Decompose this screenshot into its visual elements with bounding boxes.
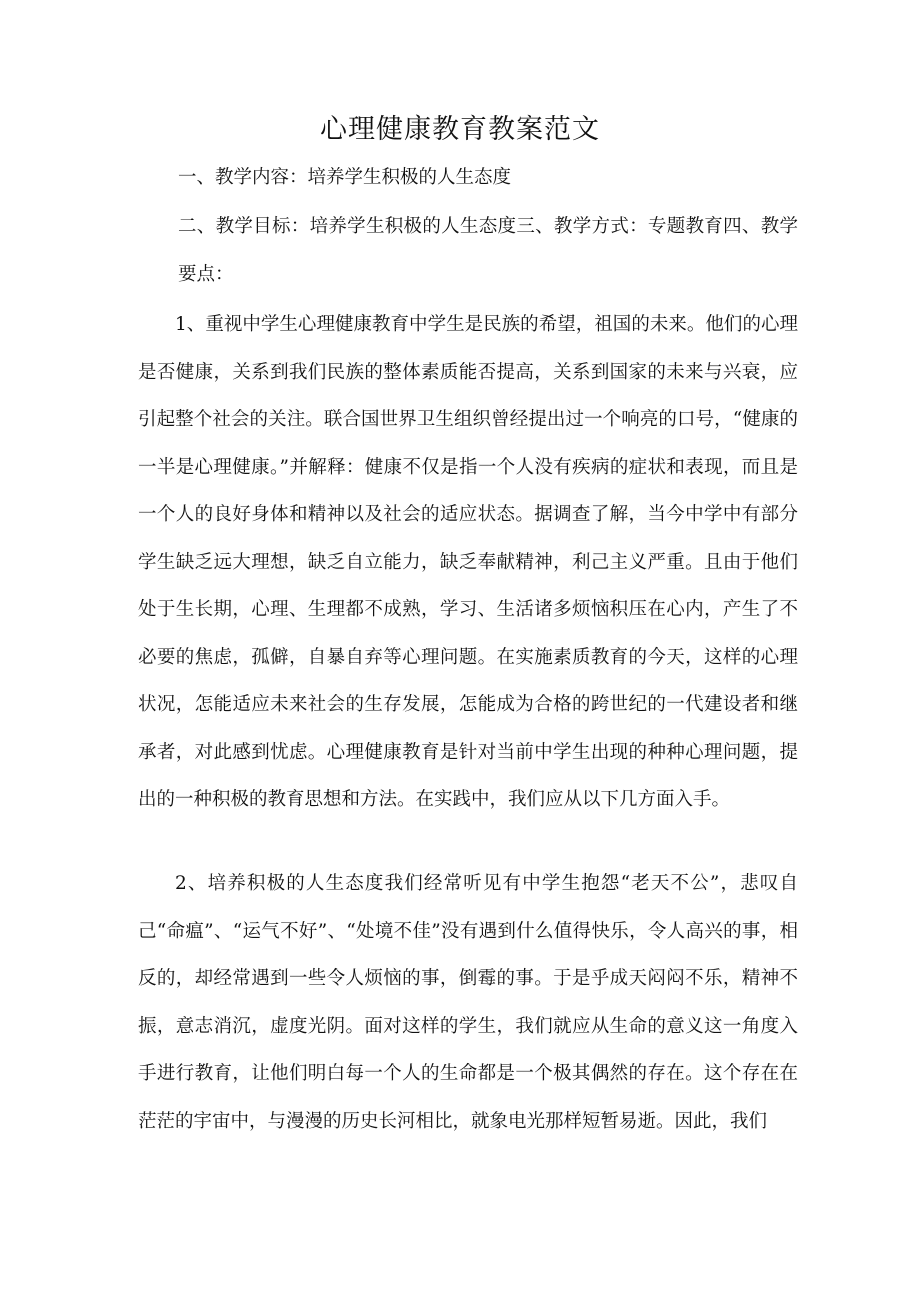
paragraph-point-1: 1、重视中学生心理健康教育中学生是民族的希望，祖国的未来。他们的心理是否健康，关系到我们民族的整体素质能否提高，关系到国家的未来与兴衰，应引起整个社会的关注。联合国世界卫生组织曾经提出过一个响亮的口号，“健康的一半是心理健康。”并解释：健康不仅是指一个人没有疾病的症状和表现，而且是一个人的良好身体和精神以及社会的适应状态。据调查了解，当今中学中有部分学生缺乏远大理想，缺乏自立能力，缺乏奉献精神，利己主义严重。且由于他们处于生长期，心理、生理都不成熟，学习、生活诸多烦恼积压在心内，产生了不必要的焦虑，孤僻，自暴自弃等心理问题。在实施素质教育的今天，这样的心理状况，怎能适应未来社会的生存发展，怎能成为合格的跨世纪的一代建设者和继承者，对此感到忧虑。心理健康教育是针对当前中学生出现的种种心理问题，提出的一种积极的教育思想和方法。在实践中，我们应从以下几方面入手。 bbox=[138, 314, 798, 810]
paragraph-point-2: 2、培养积极的人生态度我们经常听见有中学生抱怨“老天不公”，悲叹自己“命瘟”、“运气不好”、“处境不佳”没有遇到什么值得快乐，令人高兴的事，相反的，却经常遇到一些令人烦恼的事，倒霉的事。于是乎成天闷闷不乐，精神不振，意志消沉，虚度光阴。面对这样的学生，我们就应从生命的意义这一角度入手进行教育，让他们明白每一个人的生命都是一个极其偶然的存在。这个存在在茫茫的宇宙中，与漫漫的历史长河相比，就象电光那样短暂易逝。因此，我们 bbox=[138, 873, 798, 1132]
document-title: 心理健康教育教案范文 bbox=[320, 114, 600, 145]
paragraph-teaching-content: 一、教学内容：培养学生积极的人生态度 bbox=[178, 167, 512, 188]
paragraph-teaching-goals: 二、教学目标：培养学生积极的人生态度三、教学方式：专题教育四、教学要点： bbox=[178, 216, 798, 285]
